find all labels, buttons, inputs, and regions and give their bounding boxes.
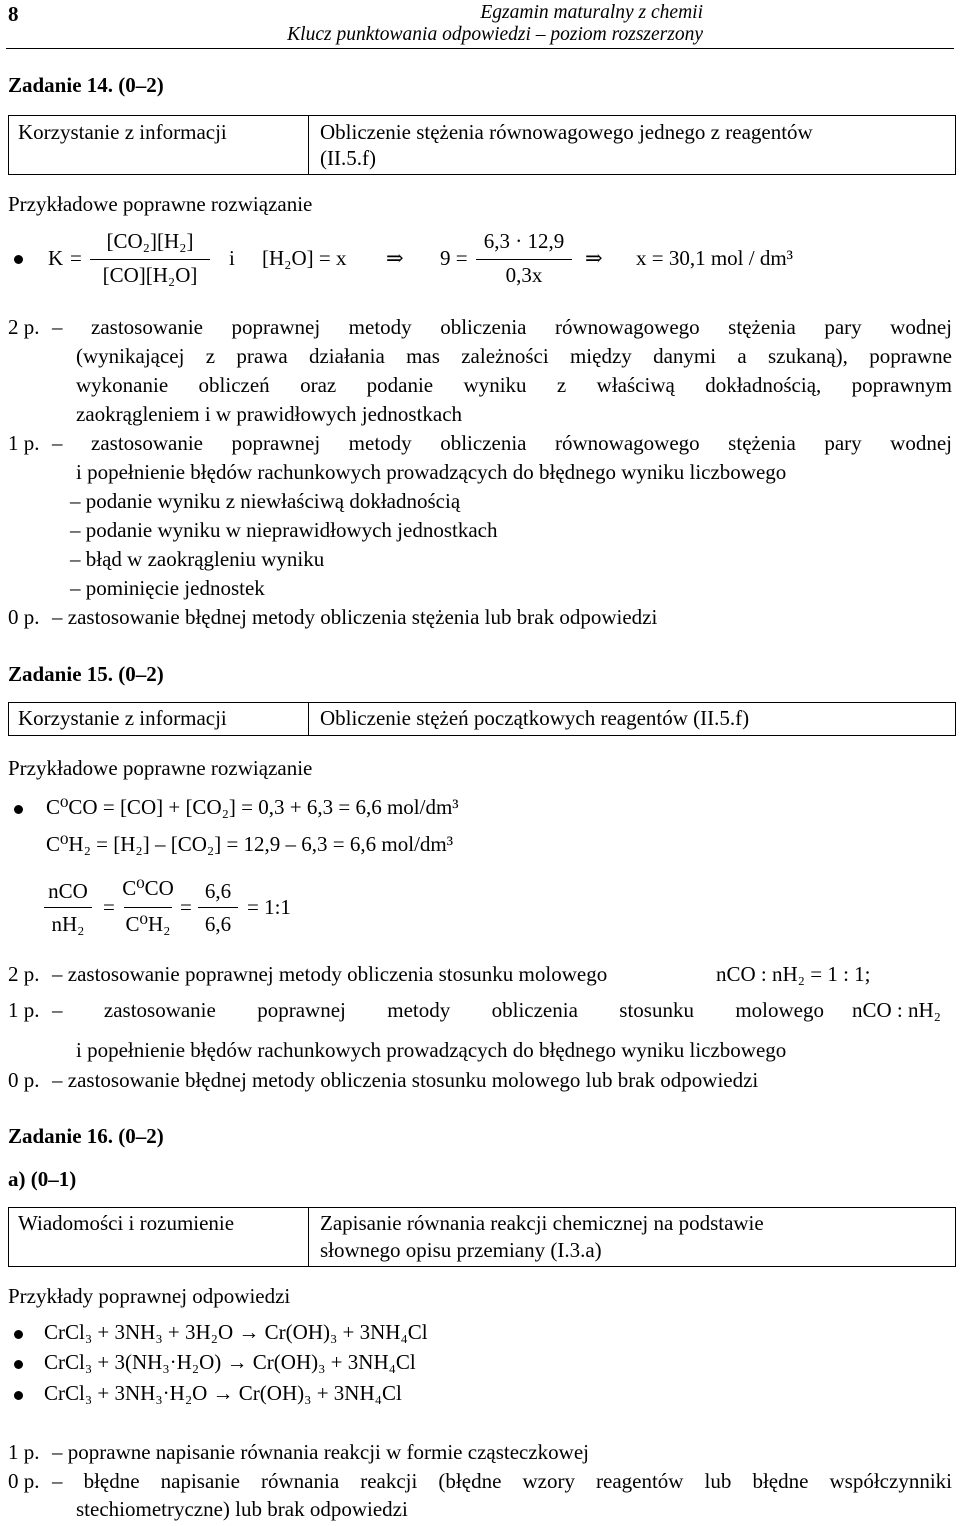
equation: CrCl₃ + 3NH₃ + 3H₂O → Cr(OH)₃ + 3NH₄Cl — [44, 1320, 428, 1344]
ratio-den-val: 6,6 — [204, 912, 232, 936]
task16-score1-text: – poprawne napisanie równania reakcji w formie cząsteczkowej — [52, 1440, 590, 1464]
task14-example-heading: Przykładowe poprawne rozwiązanie — [8, 192, 313, 216]
task15-score2-label: 2 p. — [8, 962, 40, 986]
task15-score1-text: – zastosowanie poprawnej metody obliczenia stosunku molowego — [52, 998, 824, 1022]
task16-box-divider — [308, 1207, 309, 1266]
header-rule — [6, 48, 954, 49]
page-number: 8 — [8, 2, 19, 26]
task15-score1-label: 1 p. — [8, 998, 40, 1022]
task16-score0-text: – błędne napisanie równania reakcji (błędne wzory reagentów lub błędne współczynniki — [52, 1469, 952, 1493]
task16-score0-label: 0 p. — [8, 1469, 40, 1493]
ratio-line-3 — [198, 907, 238, 908]
calc-denominator: 0,3x — [505, 263, 543, 287]
task14-score2-cont3: zaokrągleniem i w prawidłowych jednostkach — [76, 402, 463, 426]
k-symbol: K — [48, 246, 64, 270]
nine-equals: 9 = — [440, 246, 468, 270]
bullet-icon — [14, 805, 23, 814]
task14-box-divider — [308, 115, 309, 174]
ratio-c-co: C⁰CO — [122, 876, 174, 900]
task14-score1-item: – pominięcie jednostek — [70, 576, 265, 600]
equation: CrCl₃ + 3NH₃·H₂O → Cr(OH)₃ + 3NH₄Cl — [44, 1381, 402, 1405]
task14-box-left: Korzystanie z informacji — [18, 120, 227, 144]
task16-box-right-line2: słownego opisu przemiany (I.3.a) — [320, 1238, 602, 1262]
task14-score2-label: 2 p. — [8, 315, 40, 339]
ratio-result: = 1:1 — [247, 895, 291, 919]
k-numerator: [CO₂][H₂] — [106, 229, 194, 253]
task14-score2-cont1: (wynikającej z prawa działania mas zależności między danymi a szukaną), poprawne — [76, 344, 952, 368]
task14-score1-item: – błąd w zaokrągleniu wyniku — [70, 547, 325, 571]
task16-box-right-line1: Zapisanie równania reakcji chemicznej na podstawie — [320, 1211, 764, 1235]
k-denominator: [CO][H₂O] — [102, 263, 198, 287]
ratio-n-h2: nH₂ — [51, 912, 85, 936]
ratio-n-co: nCO — [48, 879, 88, 903]
header-title-line1: Egzamin maturalny z chemii — [480, 2, 703, 23]
bullet-icon — [14, 1391, 23, 1400]
equation: CrCl₃ + 3(NH₃·H₂O) → Cr(OH)₃ + 3NH₄Cl — [44, 1350, 416, 1374]
task16-part-a: a) (0–1) — [8, 1167, 77, 1191]
task14-box-right-line1: Obliczenie stężenia równowagowego jednego z reagentów — [320, 120, 813, 144]
ratio-num-val: 6,6 — [204, 879, 232, 903]
task16-title: Zadanie 16. (0–2) — [8, 1124, 164, 1148]
task14-score0-text: – zastosowanie błędnej metody obliczenia stężenia lub brak odpowiedzi — [52, 605, 658, 629]
k-fraction-line — [90, 259, 210, 260]
task14-score1-item: – podanie wyniku z niewłaściwą dokładnością — [70, 489, 461, 513]
implies-arrow-2: ⇒ — [585, 246, 603, 270]
task14-score1-cont1: i popełnienie błędów rachunkowych prowadzących do błędnego wyniku liczbowego — [76, 460, 787, 484]
task15-score0-text: – zastosowanie błędnej metody obliczenia stosunku molowego lub brak odpowiedzi — [52, 1068, 759, 1092]
task14-score0-label: 0 p. — [8, 605, 40, 629]
bullet-icon — [14, 1330, 23, 1339]
and-word: i — [229, 246, 235, 270]
task14-score2-text: – zastosowanie poprawnej metody obliczenia równowagowego stężenia pary wodnej — [52, 315, 952, 339]
k-equals: = — [70, 246, 82, 270]
task16-score0-cont: stechiometryczne) lub brak odpowiedzi — [76, 1497, 408, 1521]
result-x: x = 30,1 mol / dm³ — [636, 246, 793, 270]
task15-box-left: Korzystanie z informacji — [18, 706, 227, 730]
task16-score1-label: 1 p. — [8, 1440, 40, 1464]
calc-numerator: 6,3 · 12,9 — [483, 229, 565, 253]
task15-score2-text: – zastosowanie poprawnej metody obliczenia stosunku molowego — [52, 962, 608, 986]
task15-score0-label: 0 p. — [8, 1068, 40, 1092]
task15-score1-cont: i popełnienie błędów rachunkowych prowadzących do błędnego wyniku liczbowego — [76, 1038, 787, 1062]
task15-title: Zadanie 15. (0–2) — [8, 662, 164, 686]
task14-score1-item: – podanie wyniku w nieprawidłowych jednostkach — [70, 518, 498, 542]
task15-example-heading: Przykładowe poprawne rozwiązanie — [8, 756, 313, 780]
header-title-line2: Klucz punktowania odpowiedzi – poziom rozszerzony — [287, 24, 703, 45]
task15-line2: C⁰H₂ = [H₂] – [CO₂] = 12,9 – 6,3 = 6,6 mol/dm³ — [46, 832, 454, 856]
calc-fraction-line — [476, 259, 572, 260]
implies-arrow-1: ⇒ — [386, 246, 404, 270]
task16-example-heading: Przykłady poprawnej odpowiedzi — [8, 1284, 291, 1308]
task14-score1-label: 1 p. — [8, 431, 40, 455]
task14-score2-cont2: wykonanie obliczeń oraz podanie wyniku z właściwą dokładnością, poprawnym — [76, 373, 952, 397]
task15-score2-formula: nCO : nH₂ = 1 : 1; — [716, 962, 871, 986]
task15-box-divider — [308, 702, 309, 735]
bullet-icon — [14, 255, 23, 264]
task14-title: Zadanie 14. (0–2) — [8, 73, 164, 97]
task15-score1-formula: nCO : nH₂ — [852, 998, 941, 1022]
bullet-icon — [14, 1360, 23, 1369]
task16-box-left: Wiadomości i rozumienie — [18, 1211, 235, 1235]
task14-box-right-line2: (II.5.f) — [320, 146, 376, 170]
ratio-line-1 — [44, 907, 92, 908]
task15-box-right: Obliczenie stężeń początkowych reagentów (II.5.f) — [320, 706, 750, 730]
h2o-equation: [H₂O] = x — [262, 246, 347, 270]
task15-line1: C⁰CO = [CO] + [CO₂] = 0,3 + 6,3 = 6,6 mol/dm³ — [46, 795, 459, 819]
task14-score1-text: – zastosowanie poprawnej metody obliczenia równowagowego stężenia pary wodnej — [52, 431, 952, 455]
ratio-line-2 — [124, 907, 172, 908]
ratio-c-h2: C⁰H₂ — [125, 912, 171, 936]
